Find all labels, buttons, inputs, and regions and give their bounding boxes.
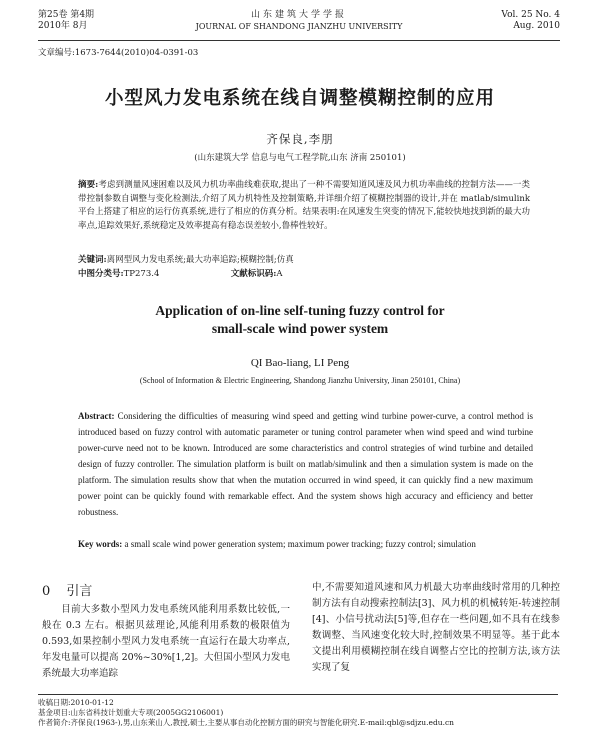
title-en-line1: Application of on-line self-tuning fuzzy control for bbox=[155, 303, 445, 318]
authors-cn: 齐保良,李朋 bbox=[266, 132, 334, 146]
body-column-right bbox=[312, 580, 560, 676]
abstract-label-cn: 摘要: bbox=[78, 180, 99, 190]
doc-value: A bbox=[276, 269, 283, 279]
keywords-text-cn: 离网型风力发电系统;最大功率追踪;模糊控制;仿真 bbox=[106, 255, 294, 265]
journal-volume-en bbox=[501, 10, 560, 32]
journal-name-cn: 山东建筑大学学报 bbox=[250, 10, 347, 20]
footnote-received: 收稿日期:2010-01-12 bbox=[38, 698, 114, 707]
abstract-cn bbox=[78, 179, 530, 233]
journal-name-en: JOURNAL OF SHANDONG JIANZHU UNIVERSITY bbox=[195, 22, 403, 31]
abstract-text-cn: 考虑到测量风速困难以及风力机功率曲线难获取,提出了一种不需要知道风速及风力机功率曲线的控制方法——一类带控制参数自调整与变化检测法,介绍了风力机特性及控制策略,并详细介绍了模糊控制器的设计,并在 matlab/simulink 平台上搭建了相应的运行仿真系统,进行了相应的仿真分析。结果表明:在风速发生突变的情况下,能较快地找到新的最大功率点,追踪效果好,系统稳定及效率提高有稳态误差较小,鲁棒性较好。 bbox=[78, 180, 531, 231]
title-en-line2: small-scale wind power system bbox=[211, 321, 389, 336]
doc-label: 文献标识码: bbox=[230, 269, 277, 279]
issue-date: 2010年 8月 bbox=[38, 21, 88, 31]
section-title: 引言 bbox=[66, 584, 93, 599]
abstract-text-en: Considering the difficulties of measuring wind speed and getting wind turbine power-curve, a control method is introduced based on fuzzy control with automatic parameter or tuning control parameter when wind speed and wind turbine power-curve need not to be known. Introduced are some characteristics and control strategies of wind turbine and detailed design of fuzzy controller. The simulation platform is built on matlab/simulink and then a simulation system is made on the platform. The simulation results show that when the mutation occurred in wind speed, it can quickly find a new maximum power point can be quickly found with remarkable effect. And the system shows high accuracy and efficiency and better robustness. bbox=[78, 411, 534, 517]
keywords-cn bbox=[78, 253, 530, 265]
page-title-en bbox=[0, 302, 600, 338]
volume-issue: 第25卷 第4期 bbox=[38, 10, 95, 20]
article-number: 文章编号:1673-7644(2010)04-0391-03 bbox=[38, 48, 199, 58]
section-heading bbox=[42, 580, 92, 599]
section-number: 0 bbox=[42, 584, 51, 599]
affiliation-cn: (山东建筑大学 信息与电气工程学院,山东 济南 250101) bbox=[194, 153, 406, 163]
body-text-right: 中,不需要知道风速和风力机最大功率曲线时常用的几种控制方法有自动搜索控制法[3]、风力机的机械转矩-转速控制[4]、小信号扰动法[5]等,但存在一些问题,如不具有在线参数调整、当风速变化较大时,控制效果不明显等。基于此本文提出利用模糊控制在线自调整占空比的控制方法,该方法实现了复 bbox=[312, 582, 560, 673]
authors-en: QI Bao-liang, LI Peng bbox=[250, 357, 350, 369]
keywords-text-en: a small scale wind power generation system; maximum power tracking; fuzzy control; simulation bbox=[124, 539, 476, 549]
issue-date-en: Aug. 2010 bbox=[513, 21, 560, 31]
footnote-fund: 基金项目:山东省科技计划重大专项(2005GG2106001) bbox=[38, 708, 224, 717]
keywords-label-cn: 关键词: bbox=[78, 255, 107, 265]
affiliation-en: (School of Information & Electric Engineering, Shandong Jianzhu University, Jinan 250101, China) bbox=[139, 376, 461, 385]
abstract-label-en: Abstract: bbox=[78, 411, 115, 421]
volume-issue-en: Vol. 25 No. 4 bbox=[501, 10, 560, 20]
keywords-label-en: Key words: bbox=[78, 539, 123, 549]
body-text-left: 目前大多数小型风力发电系统风能利用系数比较低,一般在 0.3 左右。根据贝兹理论,风能利用系数的极限值为 0.593,如果控制小型风力发电系统一直运行在最大功率点,年发电量可以提高 20%~30%[1,2]。大但国小型风力发电系统最大功率追踪 bbox=[42, 604, 290, 679]
footnotes bbox=[38, 694, 558, 728]
running-header bbox=[38, 6, 560, 41]
abstract-en bbox=[78, 408, 533, 520]
footnote-author: 作者简介:齐保良(1963-),男,山东莱山人,教授,硕士,主要从事自动化控制方面的研究与智能化研究.E-mail:qbl@sdjzu.edu.cn bbox=[38, 718, 454, 727]
classification-line bbox=[78, 267, 530, 279]
keywords-en bbox=[78, 537, 533, 552]
journal-name bbox=[38, 10, 560, 32]
body-column-left bbox=[42, 602, 290, 682]
clc-label: 中图分类号: bbox=[78, 269, 124, 279]
clc-value: TP273.4 bbox=[123, 269, 160, 279]
page-title-cn: 小型风力发电系统在线自调整模糊控制的应用 bbox=[104, 88, 495, 109]
